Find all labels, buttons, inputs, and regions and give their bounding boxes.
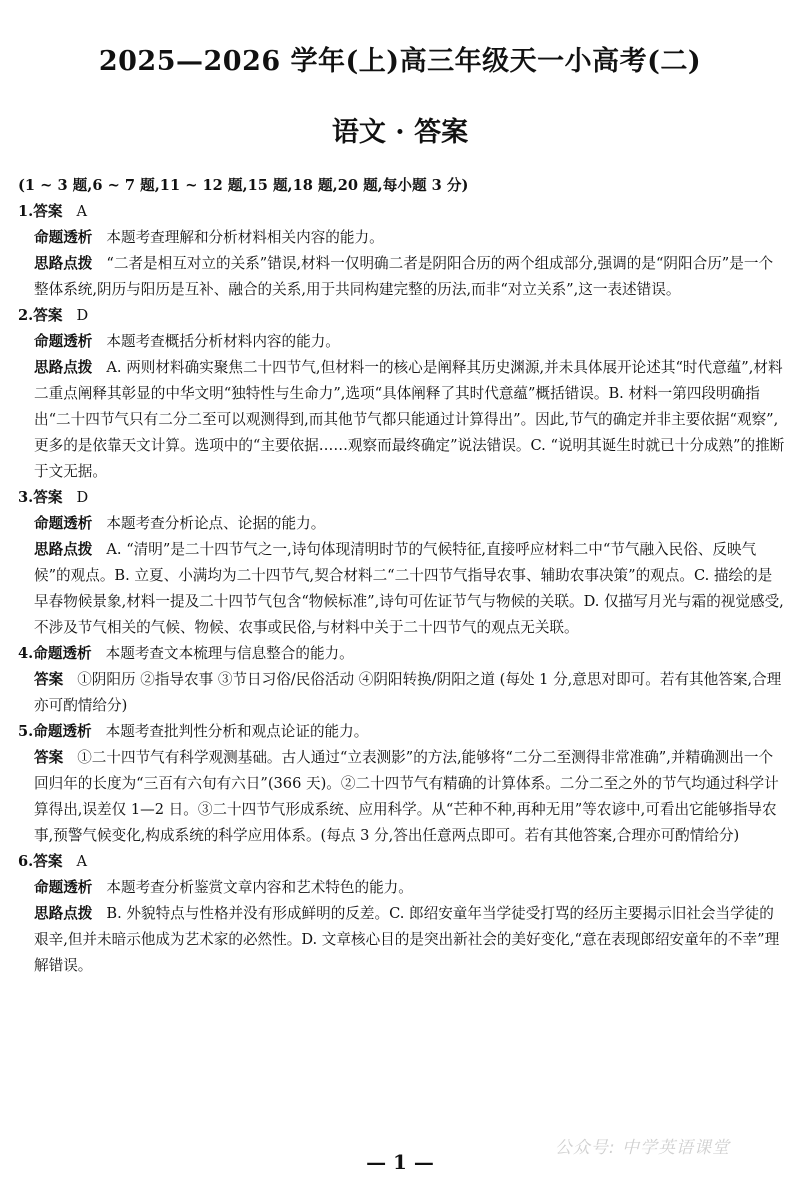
question-number: 4.: [18, 645, 34, 662]
answer-label: 答案: [33, 489, 63, 506]
question-number: 3.: [18, 489, 34, 506]
answer-label: 答案: [34, 749, 64, 766]
answer-label: 答案: [33, 853, 63, 870]
analysis-label: 命题透析: [33, 723, 92, 740]
question-number: 5.: [18, 723, 34, 740]
answer-content: [18, 173, 786, 979]
analysis-label: 命题透析: [33, 645, 92, 662]
question-1: [18, 199, 786, 303]
analysis-text: 本题考查理解和分析材料相关内容的能力。: [106, 229, 384, 246]
question-number: 1.: [18, 203, 34, 220]
hint-label: 思路点拨: [34, 255, 93, 272]
question-4: [18, 641, 786, 719]
answer-label: 答案: [33, 203, 63, 220]
analysis-text: 本题考查概括分析材料内容的能力。: [106, 333, 340, 350]
hint-text: A. “清明”是二十四节气之一,诗句体现清明时节的气候特征,直接呼应材料二中“节气融入民俗、反映气候”的观点。B. 立夏、小满均为二十四节气,契合材料二“二十四节气指导农事、辅助农事决策”的观点。C. 描绘的是早春物候景象,材料一提及二十四节气包含“物候标准”,诗句可佐证节气与物候的关联。D. 仅描写月光与霜的视觉感受,不涉及节气相关的气候、物候、农事或民俗,与材料中关于二十四节气的观点无关联。: [34, 541, 784, 636]
analysis-text: 本题考查批判性分析和观点论证的能力。: [105, 723, 369, 740]
answer-text: ①阴阳历 ②指导农事 ③节日习俗/民俗活动 ④阴阳转换/阴阳之道 (每处 1 分,意思对即可。若有其他答案,合理亦可酌情给分): [34, 671, 782, 714]
hint-text: “二者是相互对立的关系”错误,材料一仅明确二者是阴阳合历的两个组成部分,强调的是“阴阳合历”是一个整体系统,阴历与阳历是互补、融合的关系,用于共同构建完整的历法,而非“对立关系”,这一表述错误。: [34, 255, 774, 298]
page-title: 2025—2026 学年(上)高三年级天一小高考(二): [98, 46, 702, 77]
analysis-text: 本题考查文本梳理与信息整合的能力。: [105, 645, 354, 662]
hint-text: A. 两则材料确实聚焦二十四节气,但材料一的核心是阐释其历史渊源,并未具体展开论述其“时代意蕴”,材料二重点阐释其彰显的中华文明“独特性与生命力”,选项“具体阐释了其时代意蕴”概括错误。B. 材料一第四段明确指出“二十四节气只有二分二至可以观测得到,而其他节气都只能通过计算得出”。因此,节气的确定并非主要依据“观察”,更多的是依靠天文计算。选项中的“主要依据……观察而最终确定”说法错误。C. “说明其诞生时就已十分成熟”的推断于文无据。: [34, 359, 785, 480]
scoring-note: (1 ~ 3 题,6 ~ 7 题,11 ~ 12 题,15 题,18 题,20 题,每小题 3 分): [18, 177, 469, 194]
answer-value: D: [76, 307, 89, 324]
answer-label: 答案: [33, 307, 63, 324]
question-2: [18, 303, 786, 485]
question-number: 2.: [18, 307, 34, 324]
analysis-label: 命题透析: [34, 229, 93, 246]
analysis-text: 本题考查分析鉴赏文章内容和艺术特色的能力。: [106, 879, 413, 896]
analysis-label: 命题透析: [34, 879, 93, 896]
question-3: [18, 485, 786, 641]
answer-text: ①二十四节气有科学观测基础。古人通过“立表测影”的方法,能够将“二分二至测得非常准确”,并精确测出一个回归年的长度为“三百有六旬有六日”(366 天)。②二十四节气有精确的计算体系。二分二至之外的节气均通过科学计算得出,误差仅 1—2 日。③二十四节气形成系统、应用科学。从“芒种不种,再种无用”等农谚中,可看出它能够指导农事,预警气候变化,构成系统的科学应用体系。(每点 3 分,答出任意两点即可。若有其他答案,合理亦可酌情给分): [34, 749, 779, 844]
question-number: 6.: [18, 853, 34, 870]
answer-value: A: [76, 203, 87, 220]
page-number: — 1 —: [366, 1150, 434, 1174]
hint-label: 思路点拨: [34, 905, 93, 922]
question-5: [18, 719, 786, 849]
hint-label: 思路点拨: [34, 541, 93, 558]
answer-value: A: [76, 853, 87, 870]
analysis-label: 命题透析: [34, 333, 93, 350]
page-subtitle: 语文 · 答案: [331, 117, 469, 148]
hint-text: B. 外貌特点与性格并没有形成鲜明的反差。C. 郎绍安童年当学徒受打骂的经历主要揭示旧社会当学徒的艰辛,但并未暗示他成为艺术家的必然性。D. 文章核心目的是突出新社会的美好变化,“意在表现郎绍安童年的不幸”理解错误。: [34, 905, 780, 974]
analysis-text: 本题考查分析论点、论据的能力。: [106, 515, 326, 532]
watermark: 公众号: 中学英语课堂: [554, 1138, 730, 1158]
answer-value: D: [76, 489, 89, 506]
hint-label: 思路点拨: [34, 359, 93, 376]
answer-label: 答案: [34, 671, 64, 688]
analysis-label: 命题透析: [34, 515, 93, 532]
question-6: [18, 849, 786, 979]
